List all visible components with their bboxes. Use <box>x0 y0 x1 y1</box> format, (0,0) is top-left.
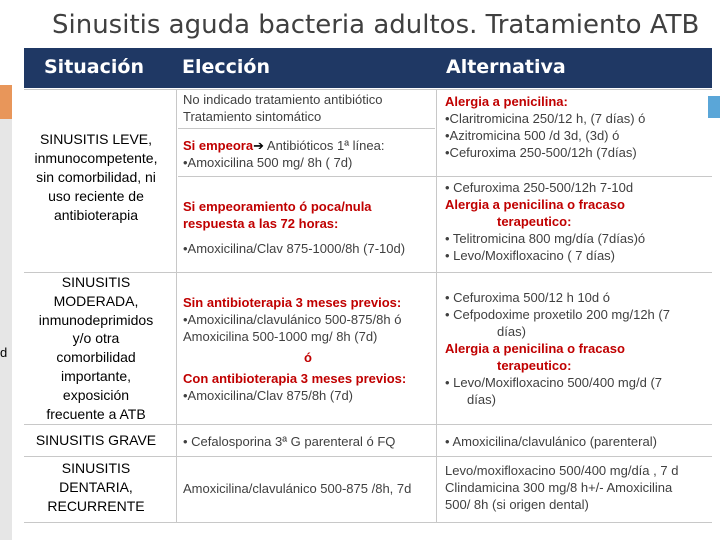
header-eleccion: Elección <box>182 56 270 78</box>
grid-line <box>24 89 712 90</box>
edge-glyph: d <box>0 345 8 360</box>
situacion-dentaria: SINUSITIS DENTARIA, RECURRENTE <box>47 460 145 514</box>
eleccion-leve-c: Si empeoramiento ó poca/nula respuesta a las 72 horas: •Amoxicilina/Clav 875-1000/8h (7-10d) <box>183 199 406 256</box>
table-header <box>24 48 712 88</box>
eleccion-grave: • Cefalosporina 3ª G parenteral ó FQ <box>183 434 396 449</box>
situacion-grave: SINUSITIS GRAVE <box>35 432 157 448</box>
header-alternativa: Alternativa <box>446 56 566 78</box>
escalation-label: Si empeora <box>183 138 254 153</box>
alternativa-moderada: • Cefuroxima 500/12 h 10d ó • Cefpodoxime proxetilo 200 mg/12h (7 días) Alergia a penicilina o fracaso terapeutico: • Levo/Moxifloxacino 500/400 mg/d (7 días) <box>445 290 670 407</box>
right-accent-block <box>708 96 720 118</box>
eleccion-dentaria: Amoxicilina/clavulánico 500-875 /8h, 7d <box>183 481 412 496</box>
header-situacion: Situación <box>44 56 144 78</box>
grid-line <box>24 456 712 457</box>
situacion-moderada: SINUSITIS MODERADA, inmunodeprimidos y/o otra comorbilidad importante, exposición frecuente a ATB <box>38 274 154 422</box>
eleccion-leve-a: No indicado tratamiento antibiótico Tratamiento sintomático <box>183 92 383 124</box>
alternativa-dentaria: Levo/moxifloxacino 500/400 mg/día , 7 d Clindamicina 300 mg/8 h+/- Amoxicilina 500/ 8h (si origen dental) <box>445 463 679 512</box>
grid-line <box>436 89 437 522</box>
left-accent-block <box>0 85 12 119</box>
situacion-leve: SINUSITIS LEVE, inmunocompetente, sin comorbilidad, ni uso reciente de antibioterapia <box>34 131 158 223</box>
eleccion-leve-b: Si empeora➔ Antibióticos 1ª línea: •Amoxicilina 500 mg/ 8h ( 7d) <box>183 138 385 170</box>
alternativa-leve-b: • Cefuroxima 250-500/12h 7-10d Alergia a penicilina o fracaso terapeutico: • Telitromicina 800 mg/día (7días)ó • Levo/Moxifloxacino ( 7 días) <box>445 180 646 263</box>
left-decor-bar <box>0 85 12 540</box>
grid-line <box>176 89 177 522</box>
alternativa-leve-a: Alergia a penicilina: •Claritromicina 250/12 h, (7 días) ó •Azitromicina 500 /d 3d, (3d) ó •Cefuroxima 250-500/12h (7días) <box>445 94 646 160</box>
grid-line <box>24 424 712 425</box>
grid-line <box>178 176 712 177</box>
alternativa-grave: • Amoxicilina/clavulánico (parenteral) <box>445 434 657 449</box>
arrow-right-icon: ➔ <box>253 138 264 153</box>
eleccion-moderada: Sin antibioterapia 3 meses previos: •Amoxicilina/clavulánico 500-875/8h ó Amoxicilina 500-1000 mg/ 8h (7d) ó Con antibioterapia 3 meses previos: •Amoxicilina/Clav 875/8h (7d) <box>183 295 407 403</box>
grid-line <box>24 522 712 523</box>
page-title: Sinusitis aguda bacteria adultos. Tratamiento ATB <box>52 10 700 40</box>
grid-line <box>178 128 435 129</box>
